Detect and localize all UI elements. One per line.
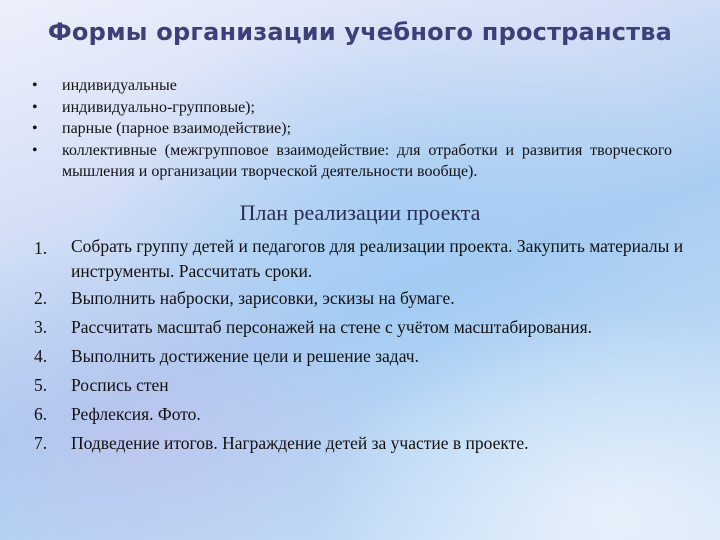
list-item	[34, 342, 684, 371]
bullet-icon: •	[32, 98, 38, 116]
organization-forms-list	[32, 75, 672, 183]
step-text: Рассчитать масштаб персонажей на стене с учётом масштабирования.	[71, 317, 593, 337]
list-item	[34, 284, 684, 313]
list-item	[32, 118, 672, 140]
step-text: Роспись стен	[71, 375, 169, 395]
step-text: Собрать группу детей и педагогов для реализации проекта. Закупить материалы и инструменты. Рассчитать сроки.	[71, 236, 684, 281]
step-number: 2.	[34, 288, 48, 308]
list-item	[32, 75, 672, 97]
bullet-text: индивидуально-групповые);	[62, 98, 255, 116]
bullet-text: индивидуальные	[62, 77, 177, 94]
list-item	[32, 97, 672, 119]
bullet-icon: •	[32, 77, 38, 94]
list-item	[34, 429, 684, 458]
step-number: 7.	[34, 433, 48, 453]
plan-heading: План реализации проекта	[239, 200, 481, 225]
step-number: 1.	[34, 238, 48, 258]
list-item	[34, 313, 684, 342]
bullet-icon: •	[32, 120, 38, 137]
slide-title: Формы организации учебного пространства	[47, 18, 673, 46]
step-text: Выполнить наброски, зарисовки, эскизы на бумаге.	[71, 288, 455, 308]
list-item	[34, 371, 684, 400]
bullet-icon: •	[32, 141, 38, 159]
step-text: Рефлексия. Фото.	[71, 404, 201, 424]
step-text: Выполнить достижение цели и решение задач.	[71, 346, 419, 366]
list-item	[34, 400, 684, 429]
step-number: 4.	[34, 346, 48, 366]
step-number: 3.	[34, 317, 48, 337]
step-number: 5.	[34, 375, 48, 395]
step-text: Подведение итогов. Награждение детей за участие в проекте.	[71, 433, 529, 453]
bullet-text: коллективные (межгрупповое взаимодействие: для отработки и развития творческого мышления и организации творческой деятельности вообще).	[62, 141, 672, 180]
plan-steps-list	[34, 234, 684, 458]
step-number: 6.	[34, 404, 48, 424]
list-item	[34, 234, 684, 284]
list-item	[32, 140, 672, 183]
bullet-text: парные (парное взаимодействие);	[62, 120, 292, 137]
